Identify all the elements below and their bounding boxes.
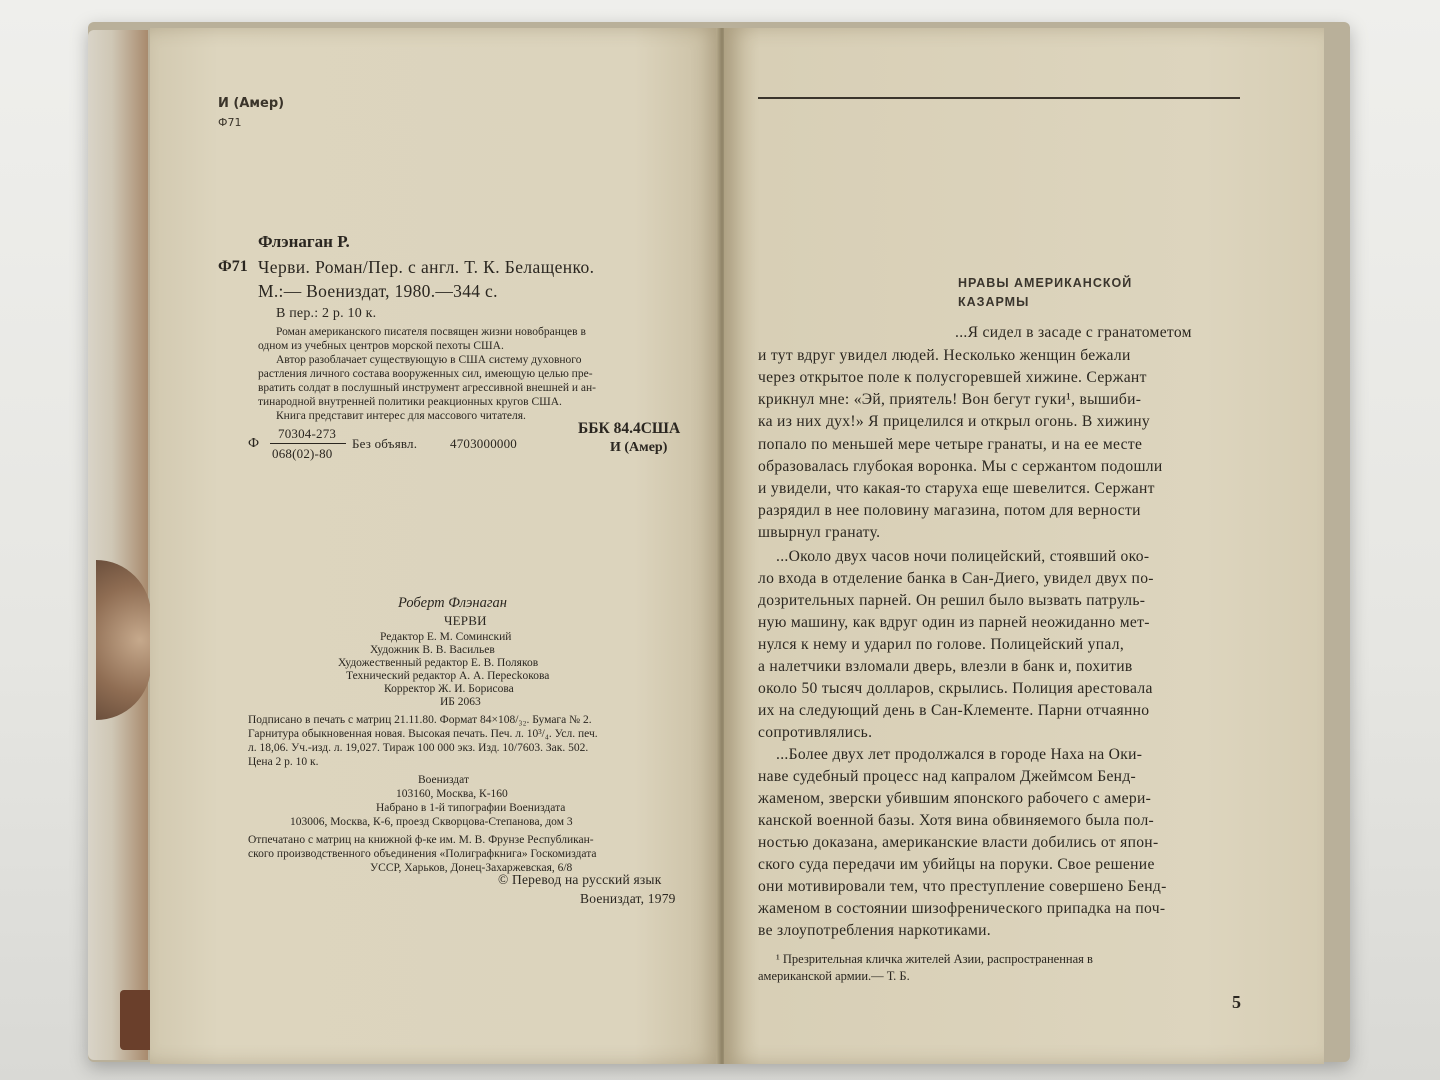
credit-editor: Редактор Е. М. Соминский — [380, 631, 512, 643]
body-line-13: дозрительных парней. Он решил было вызвать патруль- — [758, 592, 1146, 609]
bib-abstract-2: одном из учебных центров морской пехоты США. — [258, 340, 504, 352]
colophon-title: ЧЕРВИ — [444, 613, 487, 628]
print-info-1: Подписано в печать с матриц 21.11.80. Формат 84×108/₃₂. Бумага № 2. — [248, 714, 592, 726]
body-line-18: их на следующий день в Сан-Клементе. Парни отчаянно — [758, 702, 1150, 719]
body-line-20: ...Более двух лет продолжался в городе Наха на Оки- — [776, 746, 1143, 763]
bib-author: Флэнаган Р. — [258, 232, 350, 251]
bib-line-1: Черви. Роман/Пер. с англ. Т. К. Белащенко. — [258, 257, 595, 277]
printer-line-3: УССР, Харьков, Донец-Захаржевская, 6/8 — [370, 862, 573, 874]
body-line-14: ную машину, как вдруг один из парней неожиданно мет- — [758, 614, 1150, 631]
body-line-5: ка из них дух!» Я прицелился и открыл огонь. В хижину — [758, 413, 1150, 430]
body-line-19: сопротивлялись. — [758, 724, 873, 741]
body-line-2: и тут вдруг увидел людей. Несколько женщин бежали — [758, 347, 1131, 364]
body-line-12: ло входа в отделение банка в Сан-Диего, увидел двух по- — [758, 570, 1154, 587]
bib-line-2: М.:— Воениздат, 1980.—344 с. — [258, 281, 498, 301]
left-page — [150, 28, 720, 1064]
bib-phi: Ф — [248, 436, 260, 451]
pencil-mark-1: И (Амер) — [218, 96, 285, 111]
bib-abstract-1: Роман американского писателя посвящен жизни новобранцев в — [276, 326, 586, 338]
footnote-line-1: ¹ Презрительная кличка жителей Азии, распространенная в — [776, 952, 1093, 966]
printer-line-2: ского производственного объединения «Полиграфкнига» Госкомиздата — [248, 848, 597, 860]
print-info-2: Гарнитура обыкновенная новая. Высокая печать. Печ. л. 10³/₄. Усл. печ. — [248, 728, 598, 740]
publisher-typeset-address: 103006, Москва, К-6, проезд Скворцова-Степанова, дом 3 — [290, 816, 573, 828]
credit-ib: ИБ 2063 — [440, 696, 481, 708]
body-line-26: они мотивировали тем, что преступление совершено Бенд- — [758, 878, 1167, 895]
page-header-rule — [758, 97, 1240, 99]
footnote-line-2: американской армии.— Т. Б. — [758, 969, 910, 983]
publisher-typeset: Набрано в 1-й типографии Воениздата — [376, 802, 566, 814]
bib-abstract-7: Книга представит интерес для массового читателя. — [276, 410, 526, 422]
bib-fraction-bottom: 068(02)-80 — [272, 446, 333, 461]
body-line-22: жаменом, зверски убившим японского рабочего с амери- — [758, 790, 1152, 807]
credit-proofreader: Корректор Ж. И. Борисова — [384, 683, 514, 695]
copyright-year: Воениздат, 1979 — [580, 891, 676, 906]
body-line-23: канской военной базы. Хотя вина обвиняемого была пол- — [758, 812, 1155, 829]
bib-price: В пер.: 2 р. 10 к. — [276, 306, 377, 321]
body-line-15: нулся к нему и ударил по голове. Полицейский упал, — [758, 636, 1125, 653]
fraction-line — [270, 443, 346, 444]
bib-fraction-top: 70304-273 — [278, 426, 337, 441]
bib-bbk-2: И (Амер) — [610, 440, 668, 455]
publisher-address: 103160, Москва, К-160 — [396, 788, 508, 800]
bib-bbk: ББК 84.4США — [578, 420, 681, 437]
body-line-16: а налетчики взломали дверь, влезли в банк и, похитив — [758, 658, 1133, 675]
credit-tech-editor: Технический редактор А. А. Пересkокова — [346, 670, 550, 682]
print-info-3: л. 18,06. Уч.-изд. л. 19,027. Тираж 100 000 экз. Изд. 10/7603. Зак. 502. — [248, 742, 589, 754]
body-line-24: ностью доказана, американские власти добились от япон- — [758, 834, 1159, 851]
section-heading-1: НРАВЫ АМЕРИКАНСКОЙ — [958, 276, 1133, 290]
bib-abstract-3: Автор разоблачает существующую в США систему духовного — [276, 354, 582, 366]
body-line-7: образовалась глубокая воронка. Мы с сержантом подошли — [758, 458, 1163, 475]
bib-no-announce: Без объявл. — [352, 436, 418, 451]
bib-abstract-6: тинародной внутренней политики реакционных кругов США. — [258, 396, 562, 408]
colophon-author: Роберт Флэнаган — [398, 595, 507, 611]
body-line-6: попало по меньшей мере четыре гранаты, и на ее месте — [758, 436, 1143, 453]
pencil-mark-2: Ф71 — [218, 116, 242, 129]
body-line-3: через открытое поле к полусгоревшей хижине. Сержант — [758, 369, 1147, 386]
printer-line-1: Отпечатано с матриц на книжной ф-ке им. М. В. Фрунзе Республикан- — [248, 834, 594, 846]
body-line-21: наве судебный процесс над капралом Джеймсом Бенд- — [758, 768, 1137, 785]
section-heading-2: КАЗАРМЫ — [958, 295, 1030, 309]
body-line-9: разрядил в нее половину магазина, потом для верности — [758, 502, 1141, 519]
body-line-1: ...Я сидел в засаде с гранатометом — [955, 324, 1192, 341]
body-line-8: и увидели, что какая-то старуха еще шевелится. Сержант — [758, 480, 1155, 497]
body-line-25: ского суда передачи им убийцы на поруки. Свое решение — [758, 856, 1155, 873]
bib-abstract-4: растления личного состава вооруженных сил, имеющую целью пре- — [258, 368, 593, 380]
body-line-4: крикнул мне: «Эй, приятель! Вон бегут гуки¹, вышиби- — [758, 391, 1142, 408]
print-info-4: Цена 2 р. 10 к. — [248, 756, 319, 768]
body-line-28: ве злоупотребления наркотиками. — [758, 922, 991, 939]
body-line-10: швырнул гранату. — [758, 524, 881, 541]
bib-abstract-5: вратить солдат в послушный инструмент агрессивной внешней и ан- — [258, 382, 597, 394]
body-line-17: около 50 тысяч долларов, скрылись. Полиция арестовала — [758, 680, 1153, 697]
page-number: 5 — [1232, 992, 1241, 1012]
credit-art-editor: Художественный редактор Е. В. Поляков — [338, 657, 539, 669]
body-line-27: жаменом в состоянии шизофренического припадка на поч- — [758, 900, 1166, 917]
copyright-line: © Перевод на русский язык — [498, 872, 662, 887]
body-line-11: ...Около двух часов ночи полицейский, стоявший око- — [776, 548, 1150, 565]
bib-code: Ф71 — [218, 258, 248, 275]
publisher-name: Воениздат — [418, 774, 469, 786]
credit-artist: Художник В. В. Васильев — [370, 644, 495, 656]
bib-number: 4703000000 — [450, 436, 517, 451]
cover-edge — [88, 30, 148, 1060]
